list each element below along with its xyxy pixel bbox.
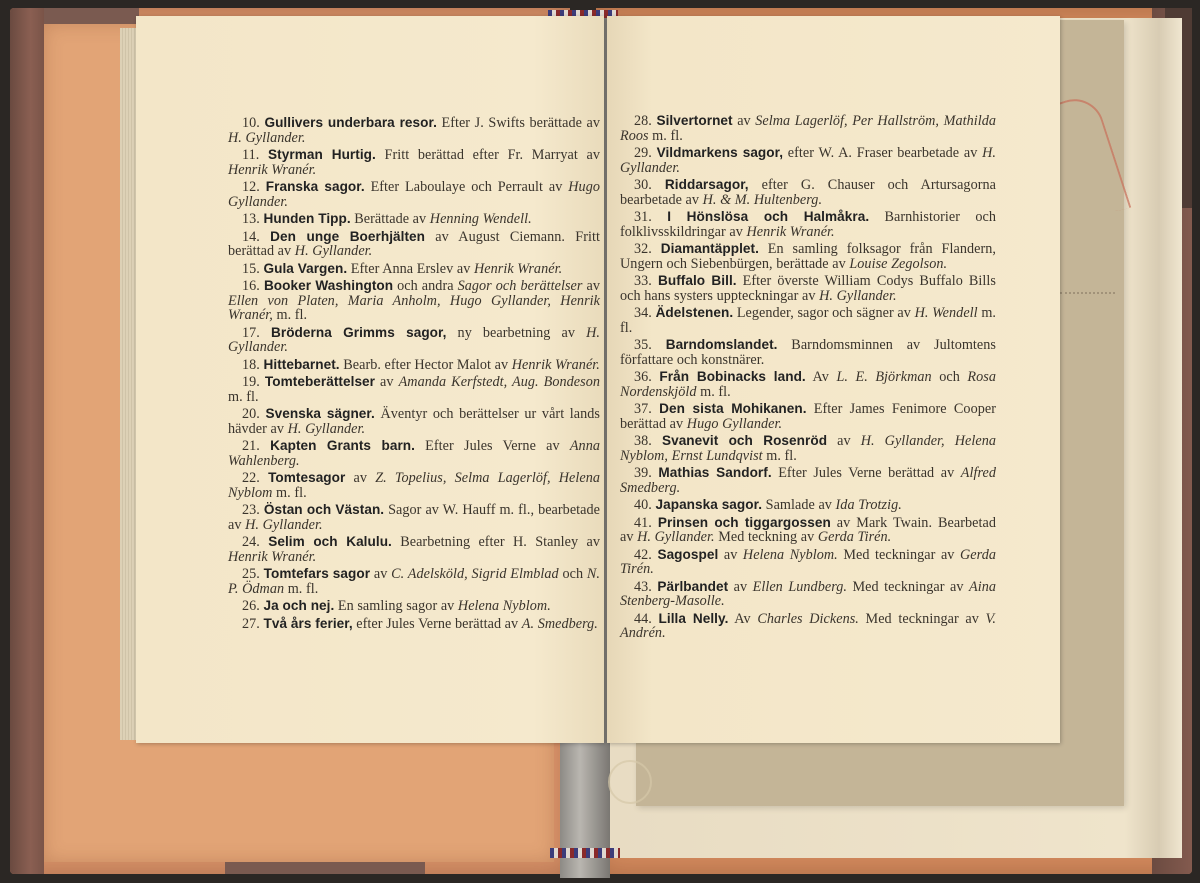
entry-number: 31. [634, 209, 652, 225]
entry-text: av [718, 546, 743, 563]
entry-number: 28. [634, 113, 652, 129]
entry-title: Barndomslandet. [665, 337, 778, 352]
catalog-entry [228, 439, 600, 468]
entry-title: Två års ferier, [263, 615, 353, 631]
catalog-entry [228, 503, 600, 532]
left-cover-leather-edge [10, 8, 44, 874]
headband-bottom [550, 848, 620, 858]
entry-author: Selma Lagerlöf, Per Hallström, Mathilda Roos [620, 113, 996, 144]
entry-text: Efter Anna Erslev av [347, 260, 474, 277]
catalog-entry [620, 210, 996, 239]
right-page [607, 16, 1060, 743]
catalog-entry [620, 242, 996, 271]
entry-text: Sagor av W. Hauff m. fl., bearbetade av [228, 502, 600, 533]
entry-author-secondary: N. P. Ödman [228, 566, 600, 597]
entry-author: Henrik Wranér. [511, 356, 600, 373]
entry-title: Selim och Kalulu. [268, 534, 392, 549]
entry-number: 14. [242, 228, 260, 245]
entry-author-secondary: V. Andrén. [620, 610, 996, 641]
entry-text: efter G. Chauser och Artursagorna bearbetade av [620, 177, 996, 208]
entry-title: Diamantäpplet. [660, 241, 759, 256]
entry-text-continued: m. fl. [762, 447, 797, 464]
entry-text-end: m. fl. [284, 580, 319, 597]
entry-text: av [728, 578, 753, 595]
entry-number: 35. [634, 337, 652, 353]
entry-author: Henrik Wranér. [746, 223, 835, 240]
catalog-entry [620, 612, 996, 641]
entry-title: Silvertornet [656, 113, 733, 128]
entry-text: av August Ciemann. Fritt berättad av [228, 228, 600, 259]
catalog-entry [228, 180, 600, 209]
entry-number: 38. [634, 433, 652, 449]
entry-author: Charles Dickens. [757, 610, 859, 627]
entry-text-continued: Med teckningar av [858, 610, 986, 627]
entry-title: Styrman Hurtig. [268, 147, 376, 162]
entry-number: 30. [634, 177, 652, 193]
entry-title: Prinsen och tiggargossen [657, 514, 831, 530]
entry-number: 43. [634, 578, 652, 595]
catalog-entry [620, 338, 996, 367]
catalog-entry [620, 580, 996, 609]
entry-text-end: m. fl. [696, 383, 731, 400]
entry-number: 33. [634, 273, 652, 289]
entry-author: H. Gyllander. [287, 420, 366, 437]
entry-title: Gullivers underbara resor. [264, 115, 437, 130]
entry-author: Henrik Wranér. [228, 548, 317, 565]
entry-title: Booker Washington [263, 278, 394, 293]
catalog-entry [228, 471, 600, 500]
catalog-entry [228, 148, 600, 177]
entry-text-continued: m. fl. [228, 388, 259, 405]
entry-author: Z. Topelius, Selma Lagerlöf, Helena Nyblom [228, 470, 600, 501]
entry-author: Alfred Smedberg. [620, 465, 996, 496]
entry-text-continued: m. fl. [648, 127, 683, 144]
entry-number: 17. [242, 324, 260, 341]
entry-author-secondary: Ellen von Platen, Maria Anholm, Hugo Gyllander, Henrik Wranér, [228, 292, 600, 323]
catalog-entry [620, 114, 996, 143]
catalog-entry [228, 212, 600, 227]
entry-number: 42. [634, 546, 652, 563]
entry-author: Anna Wahlenberg. [228, 438, 600, 469]
entry-author: Henning Wendell. [429, 211, 532, 227]
catalog-entry [228, 599, 600, 614]
entry-text: Barndomsminnen av Jultomtens författare och konstnärer. [620, 337, 996, 368]
entry-text: Barnhistorier och folklivsskildringar av [620, 209, 996, 240]
catalog-entry [228, 617, 600, 632]
entry-text: Efter överste William Codys Buffalo Bills och hans systers uppteckningar av [620, 273, 996, 304]
entry-text: En samling folksagor från Flandern, Ungern och Siebenbürgen, berättade av [620, 241, 996, 272]
entry-title: Den sista Mohikanen. [659, 401, 807, 416]
left-page-catalog-list [228, 116, 600, 634]
entry-author: H. Gyllander. [620, 145, 996, 176]
entry-author: H. Gyllander. [294, 243, 373, 259]
entry-number: 16. [242, 278, 260, 294]
entry-author: H. Gyllander. [228, 129, 306, 146]
entry-text: Äventyr och berättelser ur vårt lands hävder av [228, 406, 600, 437]
catalog-entry [228, 230, 600, 259]
catalog-entry [620, 370, 996, 399]
entry-title: Den unge Boerhjälten [270, 228, 426, 244]
entry-title: Från Bobinacks land. [659, 369, 806, 384]
entry-author: Amanda Kerfstedt, Aug. Bondeson [398, 374, 600, 390]
entry-author: H. & M. Hultenberg. [702, 191, 823, 208]
entry-title: Östan och Västan. [263, 502, 385, 517]
entry-text-continued: och [931, 369, 968, 385]
entry-text: Av [805, 369, 837, 385]
entry-text-continued: Med teckning av [714, 529, 818, 545]
catalog-entry [620, 274, 996, 303]
entry-text: En samling sagor av [334, 598, 458, 614]
catalog-entry [620, 548, 996, 577]
entry-text-continued: m. fl. [620, 305, 996, 336]
entry-text-continued: m. fl. [272, 484, 307, 501]
entry-text: Fritt berättad efter Fr. Marryat av [375, 147, 601, 163]
entry-text-end: m. fl. [272, 307, 308, 323]
entry-author: H. Gyllander. [637, 529, 715, 545]
entry-text-continued: av [582, 278, 601, 294]
entry-title: Riddarsagor, [664, 177, 749, 192]
entry-number: 22. [242, 470, 260, 486]
entry-number: 23. [242, 502, 260, 518]
entry-text: Efter Laboulaye och Perrault av [364, 179, 569, 195]
entry-text: av [827, 433, 861, 449]
entry-author-secondary: Gerda Tirén. [817, 529, 892, 545]
entry-text: Bearbetning efter H. Stanley av [391, 534, 600, 550]
entry-text-continued: Med teckningar av [846, 578, 969, 595]
entry-title: Ädelstenen. [655, 305, 734, 320]
entry-title: Gula Vargen. [263, 260, 348, 276]
entry-author: L. E. Björkman [836, 369, 932, 385]
catalog-entry [620, 306, 996, 335]
entry-text: av [370, 566, 392, 582]
entry-text: Berättade av [350, 211, 430, 227]
catalog-entry [228, 279, 600, 323]
catalog-entry [620, 434, 996, 463]
right-page-catalog-list [620, 114, 996, 644]
entry-author: Sagor och berättelser [457, 278, 583, 294]
catalog-entry [620, 402, 996, 431]
entry-author: H. Gyllander. [228, 324, 600, 355]
entry-text-continued: Med teckningar av [837, 546, 961, 563]
entry-title: Lilla Nelly. [658, 610, 729, 626]
entry-number: 34. [634, 305, 652, 321]
entry-number: 39. [634, 465, 652, 481]
entry-text: Bearb. efter Hector Malot av [339, 356, 512, 373]
entry-title: Vildmarkens sagor, [656, 145, 784, 160]
entry-title: Svenska sägner. [265, 406, 375, 421]
entry-number: 41. [634, 514, 652, 531]
entry-number: 10. [242, 115, 260, 131]
entry-author: Hugo Gyllander. [686, 415, 783, 432]
entry-author: Hugo Gyllander. [228, 179, 600, 210]
entry-author: A. Smedberg. [521, 615, 598, 632]
entry-author: Louise Zegolson. [849, 255, 948, 272]
catalog-entry [228, 407, 600, 436]
catalog-entry [620, 498, 996, 513]
entry-author: H. Gyllander, Helena Nyblom, Ernst Lundqvist [620, 433, 996, 464]
entry-title: Tomteberättelser [264, 374, 376, 389]
entry-text: Efter Jules Verne av [414, 438, 570, 454]
left-page [136, 16, 604, 743]
entry-number: 12. [242, 179, 260, 195]
entry-author-secondary: Aina Stenberg-Masolle. [620, 578, 996, 609]
entry-title: Buffalo Bill. [657, 273, 737, 288]
entry-number: 44. [634, 610, 652, 627]
entry-text: av [375, 374, 399, 390]
entry-title: Tomtefars sagor [263, 566, 371, 581]
catalog-entry [228, 116, 600, 145]
entry-number: 29. [634, 145, 652, 161]
entry-author-secondary: Rosa Nordenskjöld [620, 369, 996, 400]
entry-title: Sagospel [657, 546, 719, 562]
entry-number: 40. [634, 497, 652, 513]
catalog-entry [228, 567, 600, 596]
entry-title: Kapten Grants barn. [270, 438, 415, 453]
entry-title: Hittebarnet. [263, 356, 340, 372]
entry-text: ny bearbetning av [446, 324, 587, 341]
entry-author: Ellen Lundberg. [752, 578, 847, 595]
entry-title: Tomtesagor [268, 470, 346, 485]
entry-text: Legender, sagor och sägner av [733, 305, 915, 321]
entry-title: Bröderna Grimms sagor, [270, 324, 447, 340]
entry-author: H. Gyllander. [819, 287, 897, 304]
catalog-entry [620, 146, 996, 175]
entry-text: Av [728, 610, 758, 627]
entry-number: 26. [242, 598, 260, 614]
entry-author: Henrik Wranér. [228, 161, 317, 178]
entry-author: Ida Trotzig. [835, 497, 902, 513]
entry-title: Franska sagor. [265, 179, 365, 194]
entry-number: 25. [242, 566, 260, 582]
entry-title: Ja och nej. [263, 598, 335, 613]
entry-number: 27. [242, 615, 260, 632]
entry-text: Samlade av [762, 497, 836, 513]
catalog-entry [620, 516, 996, 545]
entry-number: 24. [242, 534, 260, 550]
entry-author-secondary: Gerda Tirén. [620, 546, 996, 577]
catalog-entry [620, 178, 996, 207]
entry-number: 20. [242, 406, 260, 422]
pencil-mark [1060, 282, 1115, 294]
catalog-entry [228, 358, 600, 373]
catalog-entry [620, 466, 996, 495]
entry-author: Helena Nyblom. [457, 598, 551, 614]
entry-number: 32. [634, 241, 652, 257]
entry-number: 36. [634, 369, 652, 385]
entry-author: H. Wendell [914, 305, 978, 321]
entry-number: 11. [242, 147, 260, 163]
entry-author: Helena Nyblom. [742, 546, 838, 563]
entry-text: av Mark Twain. Bearbetad av [620, 514, 996, 545]
catalog-entry [228, 375, 600, 404]
entry-text: Efter J. Swifts berättade av [436, 115, 600, 131]
entry-title: Svanevit och Rosenröd [661, 433, 828, 448]
catalog-entry [228, 262, 600, 277]
entry-text-continued: och [558, 566, 587, 582]
entry-number: 18. [242, 356, 260, 373]
entry-number: 19. [242, 374, 260, 390]
entry-author: C. Adelsköld, Sigrid Elmblad [391, 566, 559, 582]
entry-title: I Hönslösa och Halmåkra. [667, 209, 870, 224]
entry-text: efter W. A. Fraser bearbetade av [783, 145, 983, 161]
entry-title: Japanska sagor. [655, 497, 763, 512]
entry-number: 21. [242, 438, 260, 454]
entry-text: Efter Jules Verne berättad av [771, 465, 961, 481]
entry-text: och andra [393, 278, 458, 294]
entry-text: Efter James Fenimore Cooper berättad av [620, 401, 996, 432]
binding-thread [608, 760, 652, 804]
catalog-entry [228, 535, 600, 564]
entry-title: Pärlbandet [657, 578, 729, 594]
entry-text: av [345, 470, 376, 486]
entry-text: av [732, 113, 756, 129]
entry-text: efter Jules Verne berättad av [352, 615, 522, 632]
entry-author: Henrik Wranér. [473, 260, 563, 277]
entry-number: 15. [242, 260, 260, 277]
catalog-entry [228, 326, 600, 355]
entry-number: 37. [634, 401, 652, 417]
entry-number: 13. [242, 211, 260, 227]
entry-author: H. Gyllander. [245, 516, 323, 533]
entry-title: Hunden Tipp. [263, 211, 351, 226]
entry-title: Mathias Sandorf. [658, 465, 772, 480]
